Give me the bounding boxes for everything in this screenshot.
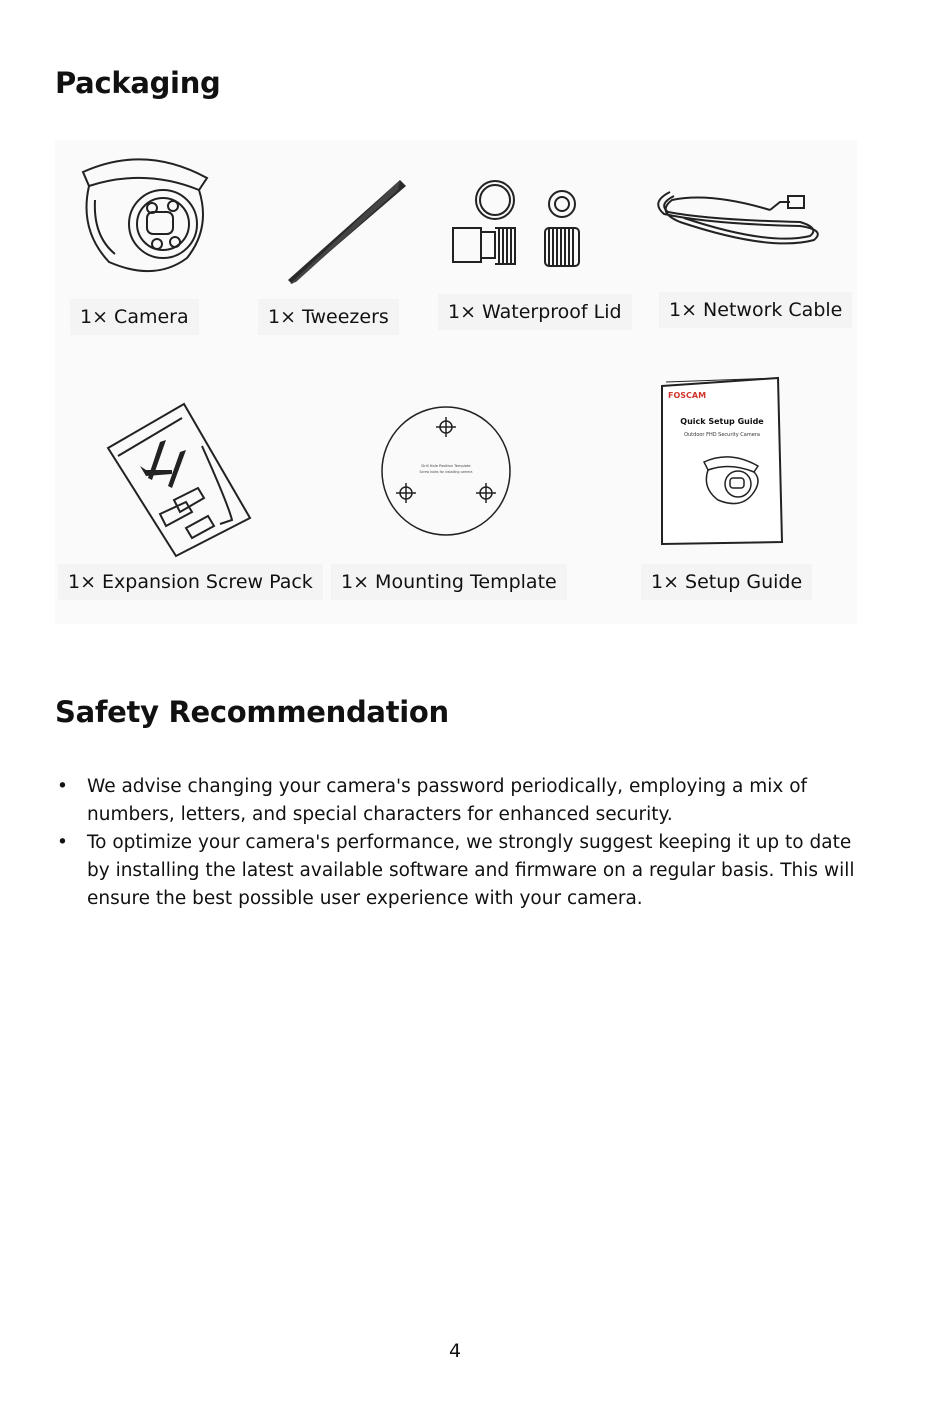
camera-icon	[75, 150, 215, 280]
setup-guide-icon	[658, 376, 784, 546]
safety-list	[55, 773, 865, 913]
safety-item	[55, 773, 865, 829]
safety-item-text: We advise changing your camera's password periodically, employing a mix of numbers, letters, and special characters for enhanced security.	[87, 776, 808, 825]
bullet-icon: •	[57, 776, 68, 797]
safety-item	[55, 829, 865, 913]
mounting-template-icon	[380, 405, 512, 537]
screw-pack-icon	[104, 400, 254, 560]
item-label: 1× Tweezers	[258, 299, 399, 335]
safety-item-text: To optimize your camera's performance, we strongly suggest keeping it up to date by installing the latest available software and firmware on a regular basis. This will ensure the best possible user experience with your camera.	[87, 832, 855, 909]
template-text-line2: Screw holes for installing camera	[419, 470, 473, 474]
guide-subtitle: Outdoor FHD Security Camera	[684, 432, 760, 438]
item-label: 1× Waterproof Lid	[438, 294, 632, 330]
guide-title: Quick Setup Guide	[680, 417, 764, 426]
item-label: 1× Camera	[70, 299, 199, 335]
item-label: 1× Mounting Template	[331, 564, 567, 600]
item-label: 1× Expansion Screw Pack	[58, 564, 323, 600]
network-cable-icon	[650, 182, 830, 254]
guide-brand: FOSCAM	[668, 391, 707, 400]
bullet-icon: •	[57, 832, 68, 853]
item-label: 1× Setup Guide	[641, 564, 812, 600]
waterproof-lid-icon	[445, 178, 585, 272]
item-label: 1× Network Cable	[659, 292, 852, 328]
template-text-line1: Drill Hole Position Template	[421, 464, 471, 468]
safety-heading: Safety Recommendation	[55, 695, 449, 729]
packaging-heading: Packaging	[55, 66, 221, 100]
page-number: 4	[448, 1340, 462, 1362]
tweezers-icon	[282, 176, 410, 288]
